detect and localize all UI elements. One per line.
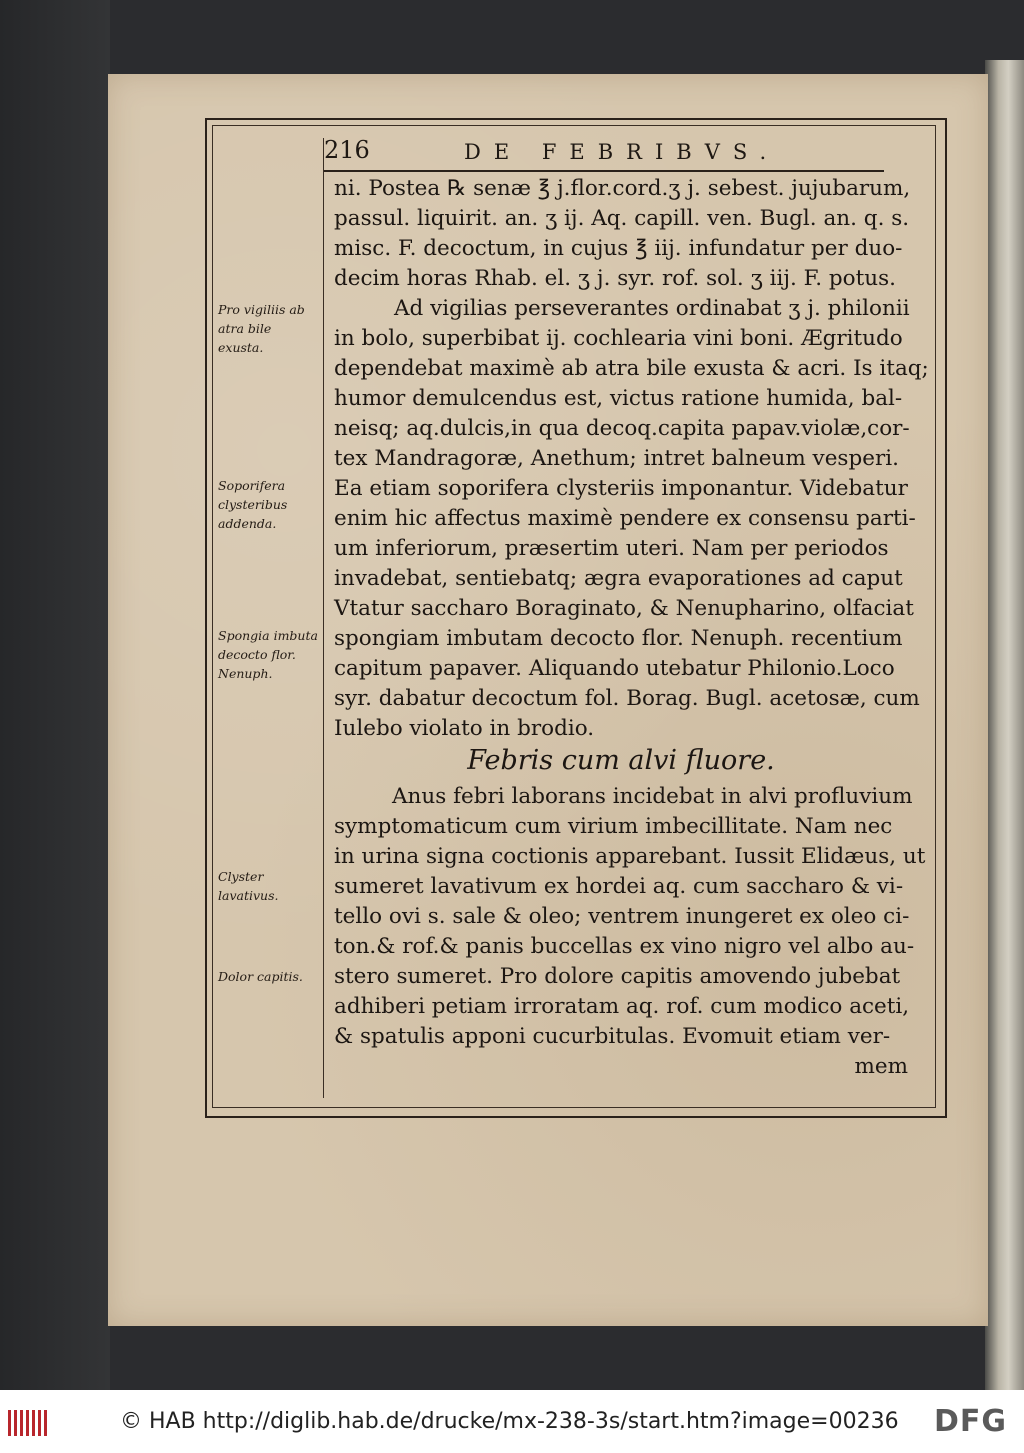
body-text-bottom [334, 782, 926, 1082]
catchword: mem [854, 1054, 908, 1079]
text-line: ton.& rof.& panis buccellas ex vino nigro vel albo au- [334, 934, 915, 959]
text-line: misc. F. decoctum, in cujus ℥ iij. infundatur per duo- [334, 236, 903, 261]
text-line: spongiam imbutam decocto flor. Nenuph. recentium [334, 626, 903, 651]
viewer-footer [0, 1390, 1024, 1453]
text-line: capitum papaver. Aliquando utebatur Philonio.Loco [334, 656, 895, 681]
margin-note-vigiliis: Pro vigiliis ab atra bile exusta. [218, 302, 305, 355]
text-line: sumeret lavativum ex hordei aq. cum saccharo & vi- [334, 874, 904, 899]
dfg-logo: DFG [934, 1404, 1008, 1439]
adjacent-page-edge [985, 60, 1024, 1390]
body-text-top [334, 174, 929, 744]
text-line: enim hic affectus maximè pendere ex consensu parti- [334, 506, 916, 531]
text-line: Ea etiam soporifera clysteriis imponantur. Videbatur [334, 476, 908, 501]
text-line: tex Mandragoræ, Anethum; intret balneum vesperi. [334, 446, 899, 471]
text-line: stero sumeret. Pro dolore capitis amovendo jubebat [334, 964, 901, 989]
copyright-link[interactable]: © HAB http://diglib.hab.de/drucke/mx-238-3s/start.htm?image=00236 [120, 1409, 899, 1434]
section-subheading: Febris cum alvi fluore. [467, 745, 775, 776]
margin-rule [323, 138, 324, 1098]
scan-background-left [0, 0, 110, 1453]
margin-note-soporifera: Soporifera clysteribus addenda. [218, 478, 288, 531]
page-header [324, 132, 884, 172]
text-line: neisq; aq.dulcis,in qua decoq.capita papav.violæ,cor- [334, 416, 910, 441]
text-line: tello ovi s. sale & oleo; ventrem inungeret ex oleo ci- [334, 904, 910, 929]
text-line: humor demulcendus est, victus ratione humida, bal- [334, 386, 903, 411]
text-line: dependebat maximè ab atra bile exusta & acri. Is itaq; [334, 356, 929, 381]
text-line: Iulebo violato in brodio. [334, 716, 595, 741]
book-page [108, 74, 988, 1326]
margin-note-clyster: Clyster lavativus. [218, 869, 279, 903]
text-line: in urina signa coctionis apparebant. Iussit Elidæus, ut [334, 844, 926, 869]
text-line: decim horas Rhab. el. ʒ j. syr. rof. sol. ʒ iij. F. potus. [334, 266, 896, 291]
running-head: DE FEBRIBVS. [464, 140, 780, 164]
text-line: in bolo, superbibat ij. cochlearia vini boni. Ægritudo [334, 326, 903, 351]
margin-note-dolor: Dolor capitis. [218, 969, 303, 984]
text-line: passul. liquirit. an. ʒ ij. Aq. capill. ven. Bugl. an. q. s. [334, 206, 910, 231]
text-line: ni. Postea ℞ senæ ℥ j.flor.cord.ʒ j. sebest. jujubarum, [334, 176, 911, 201]
hab-logo-icon [8, 1410, 48, 1436]
text-line: syr. dabatur decoctum fol. Borag. Bugl. acetosæ, cum [334, 686, 920, 711]
text-line: Anus febri laborans incidebat in alvi profluvium [392, 784, 913, 809]
text-line: & spatulis apponi cucurbitulas. Evomuit etiam ver- [334, 1024, 891, 1049]
text-line: Vtatur saccharo Boraginato, & Nenupharino, olfaciat [334, 596, 914, 621]
page-number: 216 [324, 136, 370, 164]
margin-note-spongia: Spongia imbuta decocto flor. Nenuph. [218, 628, 318, 681]
text-line: Ad vigilias perseverantes ordinabat ʒ j. philonii [394, 296, 910, 321]
text-line: um inferiorum, præsertim uteri. Nam per periodos [334, 536, 889, 561]
text-line: adhiberi petiam irroratam aq. rof. cum modico aceti, [334, 994, 910, 1019]
text-line: symptomaticum cum virium imbecillitate. Nam nec [334, 814, 893, 839]
header-rule [324, 170, 884, 172]
text-line: invadebat, sentiebatq; ægra evaporationes ad caput [334, 566, 903, 591]
